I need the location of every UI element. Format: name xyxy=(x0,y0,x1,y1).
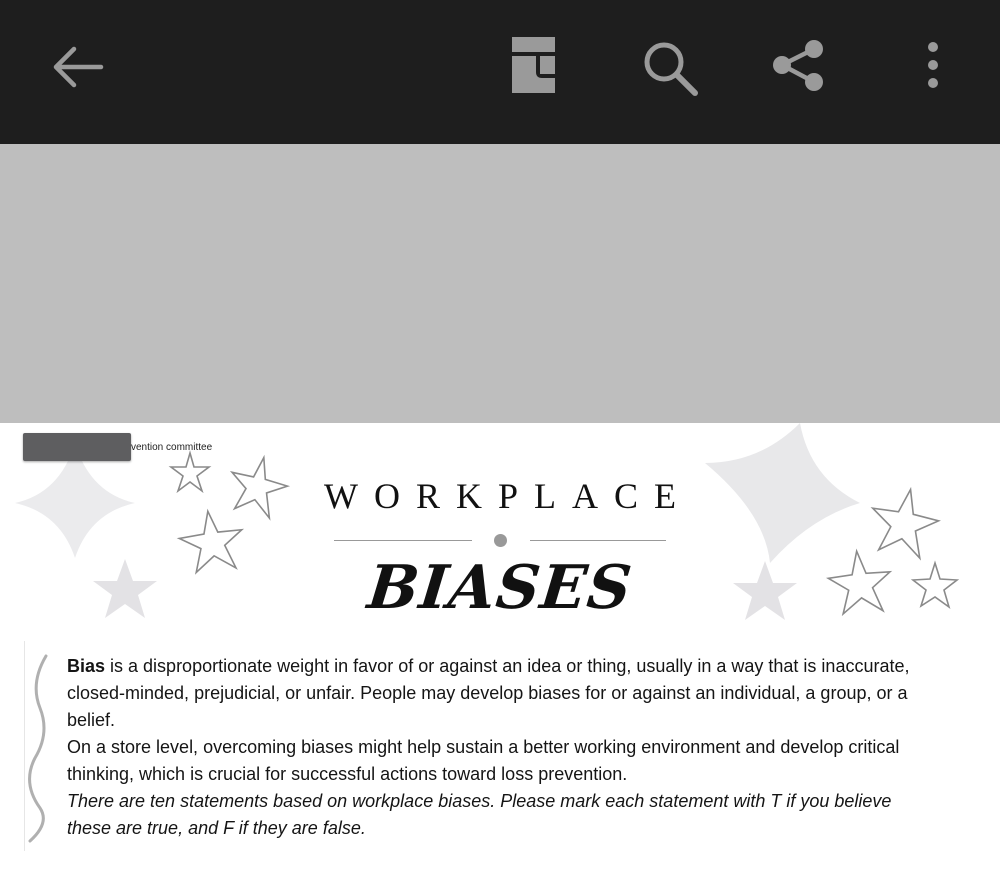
redaction-box xyxy=(23,433,131,461)
document-layout-icon[interactable] xyxy=(511,36,556,94)
title-divider-dot xyxy=(494,534,507,547)
more-vertical-icon[interactable] xyxy=(922,40,944,92)
document-page[interactable] xyxy=(0,423,1000,881)
title-workplace: WORKPLACE xyxy=(324,476,692,516)
intro-paragraphs xyxy=(67,653,937,842)
search-icon[interactable] xyxy=(642,40,700,96)
store-level-paragraph: On a store level, overcoming biases might help sustain a better working environment and develop critical thinking, which is crucial for successful actions toward loss prevention. xyxy=(67,737,900,784)
title-divider-left xyxy=(334,540,472,541)
bias-term: Bias xyxy=(67,656,106,676)
bias-definition-text: is a disproportionate weight in favor of or against an idea or thing, usually in a way that is inaccurate, closed-minded, prejudicial, or unfair. People may develop biases for or against an individual, a group, or a belief. xyxy=(67,656,910,730)
back-arrow-icon[interactable] xyxy=(48,42,106,92)
intro-text-block xyxy=(24,641,945,851)
title-biases: BIASES xyxy=(364,553,636,623)
document-page-gap xyxy=(0,144,1000,423)
instructions-paragraph: There are ten statements based on workplace biases. Please mark each statement with T if you believe these are true, and F if they are false. xyxy=(67,791,892,838)
title-divider-right xyxy=(530,540,666,541)
top-app-bar xyxy=(0,0,1000,144)
committee-label: vention committee xyxy=(131,442,213,453)
share-icon[interactable] xyxy=(770,38,826,94)
bias-definition-paragraph xyxy=(67,653,937,734)
